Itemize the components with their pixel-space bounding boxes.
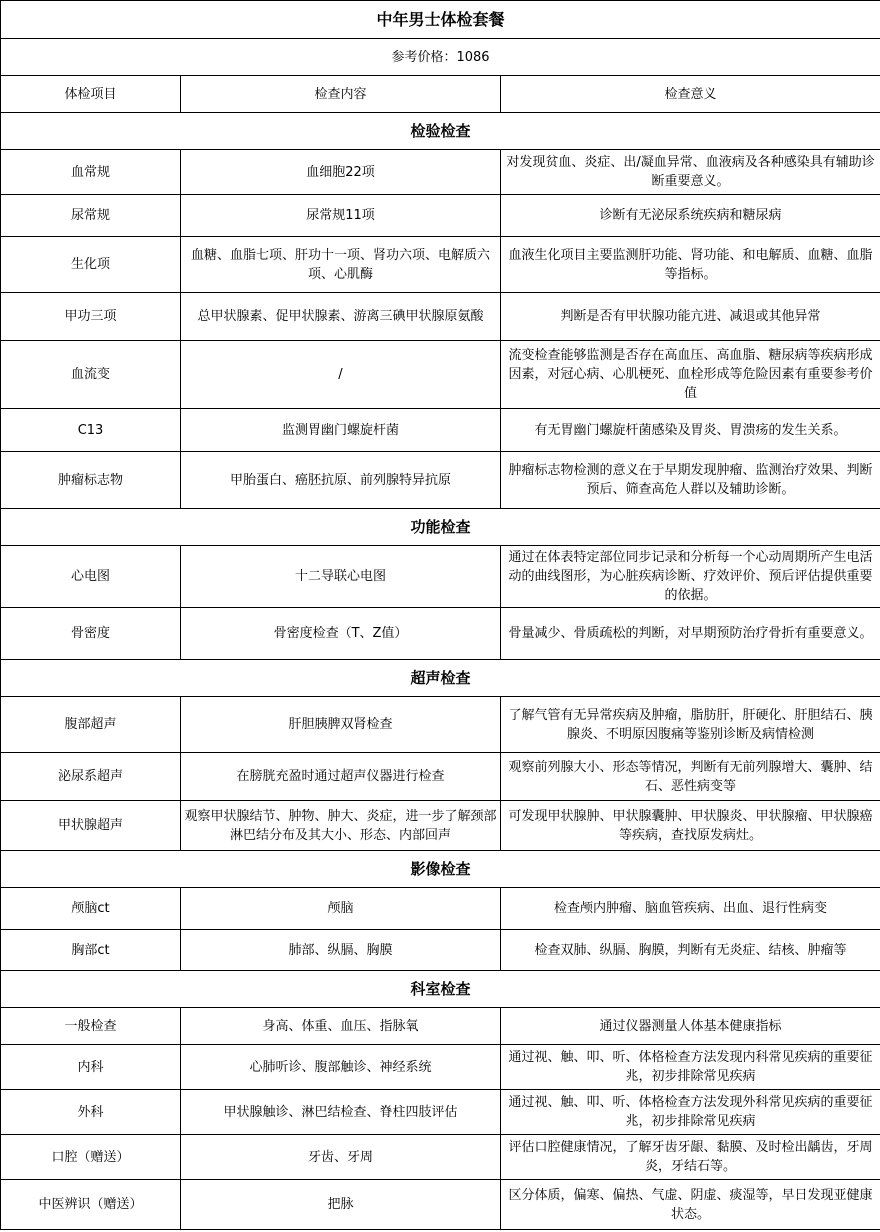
cell-item (1, 1180, 181, 1230)
cell-item (1, 888, 181, 930)
table-row (1, 1090, 880, 1135)
meaning-text: 判断是否有甲状腺功能亢进、减退或其他异常 (560, 309, 821, 324)
table-row (1, 930, 880, 971)
cell-item (1, 195, 181, 237)
meaning-text: 通过在体表特定部位同步记录和分析每一个心动周期所产生电活动的曲线图形，为心脏疾病诊断、疗效评价、预后评估提供重要的依据。 (508, 550, 873, 603)
cell-content (181, 753, 501, 801)
cell-meaning (501, 195, 880, 237)
cell-meaning (501, 888, 880, 930)
cell-meaning (501, 753, 880, 801)
cell-item (1, 341, 181, 409)
content-text: 血糖、血脂七项、肝功十一项、肾功六项、电解质六项、心肌酶 (190, 247, 490, 282)
cell-content (181, 888, 501, 930)
meaning-text: 通过视、触、叩、听、体格检查方法发现内科常见疾病的重要征兆，初步排除常见疾病 (508, 1050, 873, 1084)
item-text: 生化项 (70, 257, 110, 272)
content-text: 肝胆胰脾双肾检查 (288, 717, 393, 732)
cell-content (181, 801, 501, 851)
table-row (1, 150, 880, 195)
section-header: 功能检查 (1, 509, 880, 546)
section-header: 科室检查 (1, 971, 880, 1008)
cell-content (181, 195, 501, 237)
cell-meaning (501, 150, 880, 195)
cell-meaning (501, 237, 880, 293)
meaning-text: 通过仪器测量人体基本健康指标 (599, 1018, 782, 1034)
meaning-text: 诊断有无泌尿系统疾病和糖尿病 (599, 208, 782, 223)
cell-meaning (501, 1180, 880, 1230)
item-text: 甲功三项 (64, 309, 117, 324)
content-text: 肺部、纵膈、胸膜 (288, 942, 393, 958)
item-text: 泌尿系超声 (57, 769, 123, 784)
header-content: 检查内容 (181, 76, 501, 113)
cell-meaning (501, 1008, 880, 1045)
table-row (1, 1045, 880, 1090)
content-text: 身高、体重、血压、指脉氧 (262, 1018, 419, 1034)
header-item: 体检项目 (1, 76, 181, 113)
cell-meaning (501, 1090, 880, 1135)
content-text: 甲胎蛋白、癌胚抗原、前列腺特异抗原 (229, 472, 451, 488)
meaning-text: 血液生化项目主要监测肝功能、肾功能、和电解质、血糖、血脂等指标。 (508, 247, 873, 282)
content-text: 尿常规11项 (306, 208, 375, 223)
item-text: 尿常规 (70, 208, 110, 223)
content-text: / (338, 367, 343, 382)
cell-item (1, 930, 181, 971)
cell-item (1, 608, 181, 660)
meaning-text: 通过视、触、叩、听、体格检查方法发现外科常见疾病的重要征兆，初步排除常见疾病 (508, 1095, 873, 1129)
item-text: 血常规 (70, 164, 110, 180)
cell-content (181, 1090, 501, 1135)
cell-item (1, 546, 181, 608)
item-text: 胸部ct (71, 942, 110, 958)
meaning-text: 评估口腔健康情况，了解牙齿牙龈、黏膜、及时检出龋齿，牙周炎，牙结石等。 (508, 1140, 873, 1174)
table-row (1, 293, 880, 341)
table-row (1, 1180, 880, 1230)
content-text: 心肺听诊、腹部触诊、神经系统 (249, 1059, 432, 1075)
table-row (1, 237, 880, 293)
table-row (1, 608, 880, 660)
item-text: 甲状腺超声 (57, 818, 123, 833)
cell-meaning (501, 1135, 880, 1180)
section-header: 超声检查 (1, 660, 880, 697)
table-row (1, 888, 880, 930)
cell-meaning (501, 546, 880, 608)
cell-item (1, 293, 181, 341)
item-text: 腹部超声 (64, 717, 117, 732)
item-text: C13 (77, 422, 104, 438)
cell-content (181, 1045, 501, 1090)
package-title: 中年男士体检套餐 (1, 1, 880, 39)
table-row (1, 195, 880, 237)
cell-content (181, 697, 501, 753)
cell-item (1, 753, 181, 801)
meaning-text: 对发现贫血、炎症、出/凝血异常、血液病及各种感染具有辅助诊断重要意义。 (506, 155, 875, 189)
cell-content (181, 1135, 501, 1180)
meaning-text: 区分体质，偏寒、偏热、气虚、阴虚、痰湿等，早日发现亚健康状态。 (508, 1187, 873, 1222)
item-text: 口腔（赠送） (51, 1149, 130, 1165)
meaning-text: 观察前列腺大小、形态等情况，判断有无前列腺增大、囊肿、结石、恶性病变等 (508, 759, 873, 794)
cell-item (1, 1045, 181, 1090)
section-header: 影像检查 (1, 851, 880, 888)
item-text: 外科 (77, 1104, 104, 1120)
cell-item (1, 801, 181, 851)
cell-item (1, 409, 181, 452)
content-text: 监测胃幽门螺旋杆菌 (281, 422, 399, 438)
cell-content (181, 409, 501, 452)
cell-item (1, 237, 181, 293)
meaning-text: 检查双肺、纵膈、胸膜，判断有无炎症、结核、肿瘤等 (534, 942, 847, 958)
content-text: 十二导联心电图 (294, 569, 386, 584)
cell-content (181, 608, 501, 660)
cell-item (1, 150, 181, 195)
header-meaning: 检查意义 (501, 76, 880, 113)
cell-content (181, 237, 501, 293)
cell-item (1, 697, 181, 753)
table-row (1, 1008, 880, 1045)
cell-meaning (501, 801, 880, 851)
content-text: 骨密度检查（T、Z值） (273, 626, 408, 641)
header-row (1, 76, 880, 113)
cell-content (181, 293, 501, 341)
cell-meaning (501, 1045, 880, 1090)
meaning-text: 肿瘤标志物检测的意义在于早期发现肿瘤、监测治疗效果、判断预后、筛查高危人群以及辅助诊断。 (508, 463, 873, 497)
item-text: 一般检查 (64, 1018, 117, 1034)
section-header: 检验检查 (1, 113, 880, 150)
item-text: 肿瘤标志物 (57, 472, 123, 488)
table-row (1, 753, 880, 801)
cell-content (181, 341, 501, 409)
cell-content (181, 1008, 501, 1045)
meaning-text: 检查颅内肿瘤、脑血管疾病、出血、退行性病变 (554, 901, 828, 916)
item-text: 中医辨识（赠送） (38, 1197, 143, 1212)
content-text: 把脉 (327, 1197, 354, 1212)
meaning-text: 了解气管有无异常疾病及肿瘤，脂肪肝，肝硬化、肝胆结石、胰腺炎、不明原因腹痛等鉴别诊断及病情检测 (508, 707, 873, 742)
content-text: 甲状腺触诊、淋巴结检查、脊柱四肢评估 (223, 1104, 458, 1120)
cell-meaning (501, 608, 880, 660)
meaning-text: 可发现甲状腺肿、甲状腺囊肿、甲状腺炎、甲状腺瘤、甲状腺癌等疾病，查找原发病灶。 (508, 808, 873, 843)
content-text: 血细胞22项 (306, 164, 375, 180)
cell-meaning (501, 697, 880, 753)
cell-item (1, 1008, 181, 1045)
cell-meaning (501, 293, 880, 341)
cell-item (1, 1090, 181, 1135)
item-text: 血流变 (70, 367, 110, 382)
content-text: 颅脑 (327, 901, 354, 916)
cell-item (1, 1135, 181, 1180)
cell-content (181, 452, 501, 509)
meaning-text: 流变检查能够监测是否存在高血压、高血脂、糖尿病等疾病形成因素，对冠心病、心肌梗死、血栓形成等危险因素有重要参考价值 (508, 348, 873, 401)
cell-meaning (501, 409, 880, 452)
meaning-text: 骨量减少、骨质疏松的判断，对早期预防治疗骨折有重要意义。 (508, 626, 873, 641)
table-row (1, 1135, 880, 1180)
content-text: 观察甲状腺结节、肿物、肿大、炎症，进一步了解颈部淋巴结分布及其大小、形态、内部回声 (184, 808, 497, 843)
item-text: 骨密度 (70, 626, 110, 641)
content-text: 在膀胱充盈时通过超声仪器进行检查 (236, 769, 445, 784)
cell-meaning (501, 930, 880, 971)
cell-content (181, 150, 501, 195)
cell-content (181, 1180, 501, 1230)
table-row (1, 546, 880, 608)
cell-content (181, 546, 501, 608)
cell-meaning (501, 452, 880, 509)
meaning-text: 有无胃幽门螺旋杆菌感染及胃炎、胃溃疡的发生关系。 (534, 422, 847, 438)
cell-item (1, 452, 181, 509)
content-text: 牙齿、牙周 (307, 1149, 373, 1165)
table-row (1, 409, 880, 452)
cell-content (181, 930, 501, 971)
reference-price: 参考价格：1086 (1, 39, 880, 76)
cell-meaning (501, 341, 880, 409)
table-row (1, 697, 880, 753)
table-row (1, 452, 880, 509)
table-row (1, 801, 880, 851)
table-row (1, 341, 880, 409)
content-text: 总甲状腺素、促甲状腺素、游离三碘甲状腺原氨酸 (197, 309, 484, 324)
item-text: 内科 (77, 1059, 104, 1075)
item-text: 颅脑ct (71, 901, 110, 916)
item-text: 心电图 (70, 569, 110, 584)
